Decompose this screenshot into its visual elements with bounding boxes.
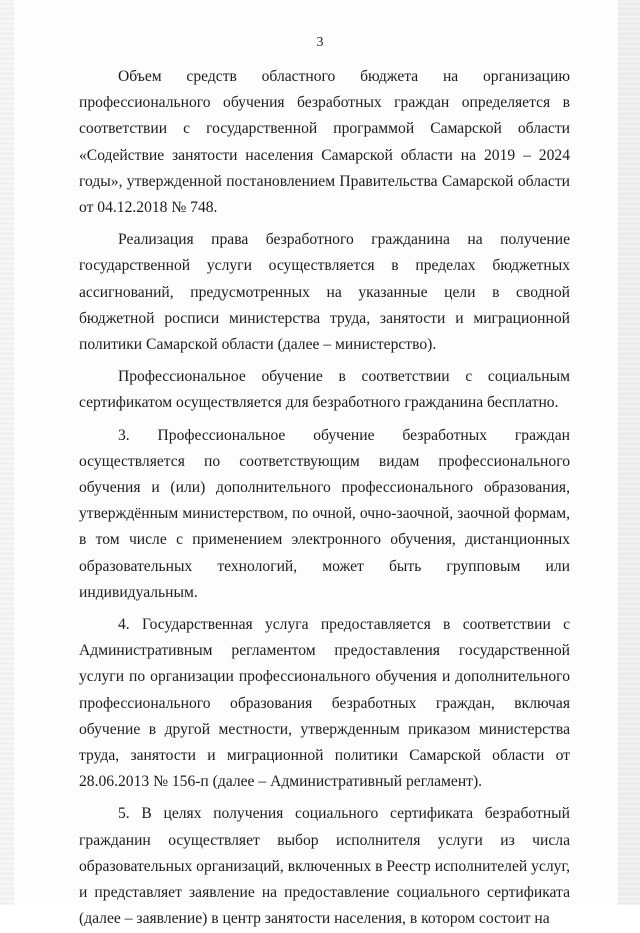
page-number: 3: [316, 35, 324, 50]
document-body: [79, 64, 570, 933]
paragraph-budget-volume: Объем средств областного бюджета на организацию профессионального обучения безработных граждан определяется в соответствии с государственной программой Самарской области «Содействие занятости населения Самарской области на 2019 – 2024 годы», утвержденной постановлением Правительства Самарской области от 04.12.2018 № 748.: [79, 68, 570, 217]
paragraph-right-realization: Реализация права безработного гражданина на получение государственной услуги осуществляется в пределах бюджетных ассигнований, предусмотренных на указанные цели в сводной бюджетной росписи министерства труда, занятости и миграционной политики Самарской области (далее – министерство).: [79, 231, 570, 354]
paragraph-item-5: 5. В целях получения социального сертификата безработный гражданин осуществляет выбор исполнителя услуги из числа образовательных организаций, включенных в Реестр исполнителей услуг, и представляет заявление на предоставление социального сертификата (далее – заявление) в центр занятости населения, в котором состоит на: [79, 805, 570, 928]
paragraph-item-3: 3. Профессиональное обучение безработных граждан осуществляется по соответствующим видам профессионального обучения и (или) дополнительного профессионального образования, утверждённым министерством, по очной, очно-заочной, заочной формам, в том числе с применением электронного обучения, дистанционных образовательных технологий, может быть групповым или индивидуальным.: [79, 426, 570, 601]
scan-edge-left: [0, 0, 14, 905]
paragraph-free-training: Профессиональное обучение в соответствии с социальным сертификатом осуществляется для безработного гражданина бесплатно.: [79, 368, 570, 412]
paragraph-item-4: 4. Государственная услуга предоставляется в соответствии с Административным регламентом предоставления государственной услуги по организации профессионального обучения и дополнительного профессионального образования безработных граждан, включая обучение в другой местности, утвержденным приказом министерства труда, занятости и миграционной политики Самарской области от 28.06.2013 № 156-п (далее – Административный регламент).: [79, 616, 570, 791]
scan-edge-right: [618, 0, 640, 905]
